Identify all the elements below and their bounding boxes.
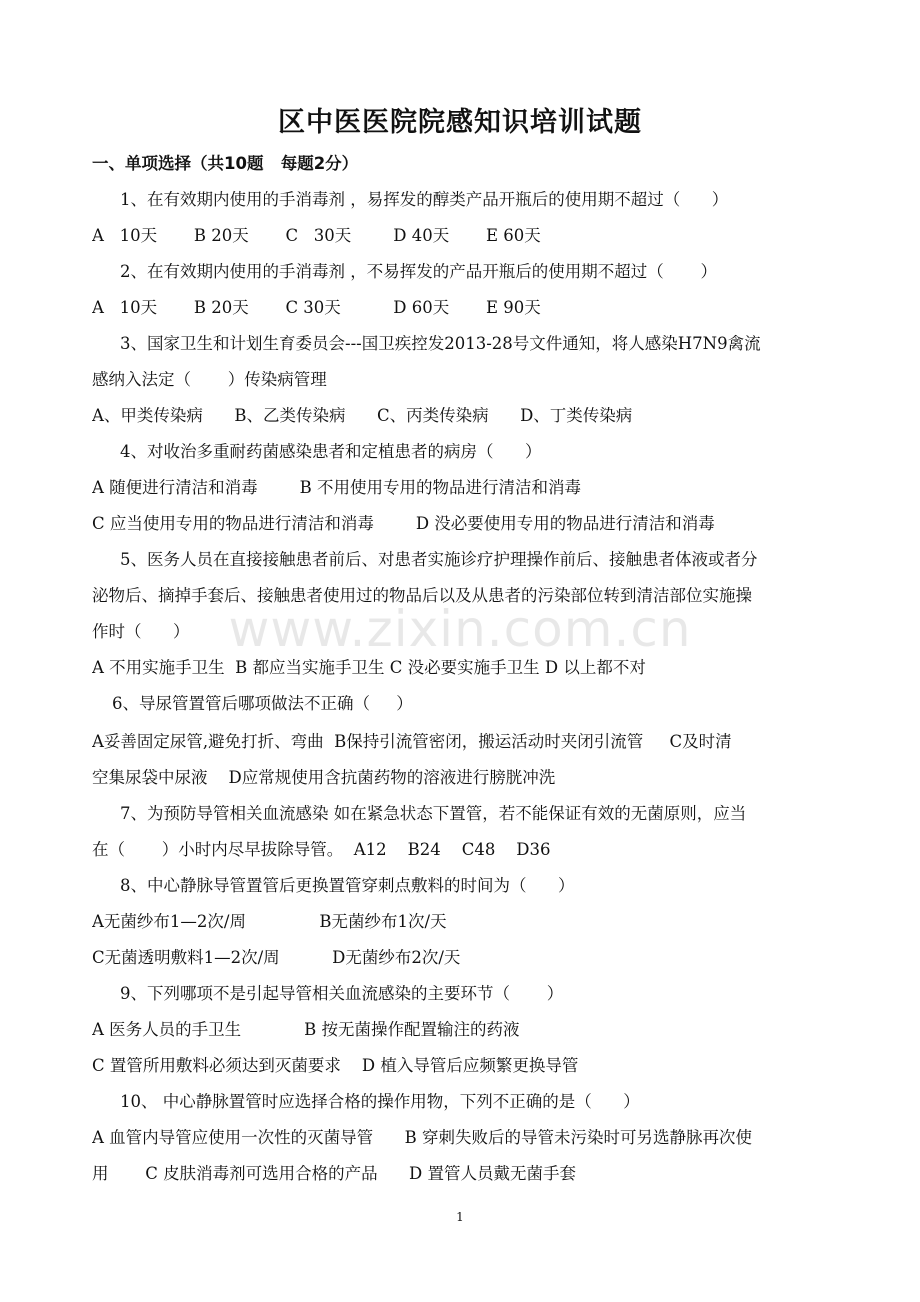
question-1: 1、在有效期内使用的手消毒剂 ，易挥发的醇类产品开瓶后的使用期不超过（ ） bbox=[120, 190, 729, 209]
question-4-options-cd: C 应当使用专用的物品进行清洁和消毒 D 没必要使用专用的物品进行清洁和消毒 bbox=[92, 514, 715, 533]
question-1-options: A 10天 B 20天 C 30天 D 40天 E 60天 bbox=[92, 226, 541, 245]
question-6: 6、导尿管置管后哪项做法不正确（ ） bbox=[112, 694, 413, 713]
question-4-options-ab: A 随便进行清洁和消毒 B 不用使用专用的物品进行清洁和消毒 bbox=[92, 478, 581, 497]
question-8-options-ab: A无菌纱布1—2次/周 B无菌纱布1次/天 bbox=[92, 912, 447, 931]
question-3-options: A、甲类传染病 B、乙类传染病 C、丙类传染病 D、丁类传染病 bbox=[92, 406, 633, 425]
question-10-options: A 血管内导管应使用一次性的灭菌导管 B 穿刺失败后的导管未污染时可另选静脉再次使 bbox=[92, 1128, 752, 1147]
document-title: 区中医医院院感知识培训试题 bbox=[278, 107, 642, 138]
question-8: 8、中心静脉导管置管后更换置管穿刺点敷料的时间为（ ） bbox=[120, 876, 575, 895]
question-6-options-continued: 空集尿袋中尿液 D应常规使用含抗菌药物的溶液进行膀胱冲洗 bbox=[92, 768, 556, 787]
question-9: 9、下列哪项不是引起导管相关血流感染的主要环节（ ） bbox=[120, 984, 564, 1003]
question-9-options-cd: C 置管所用敷料必须达到灭菌要求 D 植入导管后应频繁更换导管 bbox=[92, 1056, 579, 1075]
question-6-options: A妥善固定尿管,避免打折、弯曲 B保持引流管密闭，搬运活动时夹闭引流管 C及时清 bbox=[92, 732, 732, 751]
question-8-options-cd: C无菌透明敷料1—2次/周 D无菌纱布2次/天 bbox=[92, 948, 461, 967]
question-7-continued: 在（ ）小时内尽早拔除导管。 A12 B24 C48 D36 bbox=[92, 840, 551, 859]
question-5-continued-2: 作时（ ） bbox=[92, 622, 190, 641]
question-7: 7、为预防导管相关血流感染 如在紧急状态下置管，若不能保证有效的无菌原则，应当 bbox=[120, 804, 747, 823]
question-2: 2、在有效期内使用的手消毒剂 ，不易挥发的产品开瓶后的使用期不超过（ ） bbox=[120, 262, 717, 281]
question-4: 4、对收治多重耐药菌感染患者和定植患者的病房（ ） bbox=[120, 442, 542, 461]
page-number: 1 bbox=[456, 1210, 464, 1224]
section-heading: 一、单项选择（共10题 每题2分） bbox=[92, 154, 359, 173]
watermark: www.zixin.com.cn bbox=[228, 600, 692, 658]
question-5: 5、医务人员在直接接触患者前后、对患者实施诊疗护理操作前后、接触患者体液或者分 bbox=[120, 550, 758, 569]
question-10-options-continued: 用 C 皮肤消毒剂可选用合格的产品 D 置管人员戴无菌手套 bbox=[92, 1164, 577, 1183]
question-5-options: A 不用实施手卫生 B 都应当实施手卫生 C 没必要实施手卫生 D 以上都不对 bbox=[92, 658, 646, 677]
question-5-continued: 泌物后、摘掉手套后、接触患者使用过的物品后以及从患者的污染部位转到清洁部位实施操 bbox=[92, 586, 752, 605]
question-9-options-ab: A 医务人员的手卫生 B 按无菌操作配置输注的药液 bbox=[92, 1020, 520, 1039]
question-10: 10、 中心静脉置管时应选择合格的操作用物，下列不正确的是（ ） bbox=[120, 1092, 640, 1111]
question-3: 3、国家卫生和计划生育委员会---国卫疾控发2013-28号文件通知，将人感染H7N9禽流 bbox=[120, 334, 761, 353]
question-2-options: A 10天 B 20天 C 30天 D 60天 E 90天 bbox=[92, 298, 541, 317]
question-3-continued: 感纳入法定（ ）传染病管理 bbox=[92, 370, 327, 389]
